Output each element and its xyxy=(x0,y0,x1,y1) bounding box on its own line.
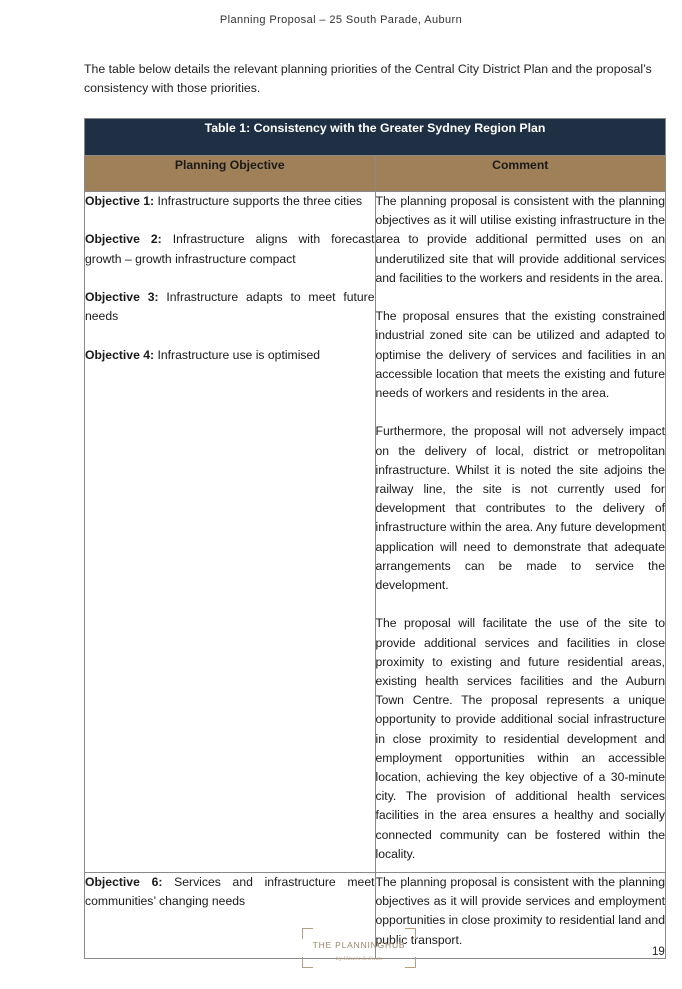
comment-cell xyxy=(375,873,666,959)
logo-wordmark: THE PLANNINGHUB xyxy=(312,940,406,950)
logo-frame-corner xyxy=(405,928,416,939)
column-header-objective: Planning Objective xyxy=(85,156,376,192)
planning-hub-logo xyxy=(302,928,416,968)
objective-item xyxy=(85,346,375,365)
objective-text: Infrastructure supports the three cities xyxy=(157,194,363,208)
objective-label: Objective 2: xyxy=(85,232,162,247)
comment-paragraph: The proposal ensures that the existing constrained industrial zoned site can be utilized and adapted to optimise the delivery of services and facilities in an accessible location that meets the existing and future needs of workers and residents in the area. xyxy=(375,309,665,401)
table-row xyxy=(85,192,666,873)
comment-paragraph: Furthermore, the proposal will not adversely impact on the delivery of local, district or metropolitan infrastructure. Whilst it is noted the site adjoins the railway line, the site is not currently used for development that contributes to the delivery of infrastructure within the area. Any future development application will need to demonstrate that adequate arrangements can be made to service the development. xyxy=(375,424,665,593)
logo-tagline: by Hawes & Swan xyxy=(335,956,383,962)
objective-item xyxy=(85,288,375,326)
objective-text: Infrastructure adapts to meet future needs xyxy=(85,289,375,324)
table-title: Table 1: Consistency with the Greater Sydney Region Plan xyxy=(85,119,666,156)
objective-cell xyxy=(85,192,376,873)
comment-paragraph: The planning proposal is consistent with the planning objectives as it will provide services and employment opportunities in close proximity to residential land and public transport. xyxy=(375,875,665,947)
objective-label: Objective 6: xyxy=(85,875,163,890)
objective-text: Infrastructure aligns with forecast growth – growth infrastructure compact xyxy=(85,232,375,266)
consistency-table xyxy=(84,118,666,959)
comment-cell xyxy=(375,192,666,873)
logo-frame-corner xyxy=(302,928,313,939)
objective-label: Objective 1: xyxy=(85,194,155,208)
objective-text: Infrastructure use is optimised xyxy=(157,347,321,362)
objective-label: Objective 4: xyxy=(85,347,155,362)
intro-paragraph: The table below details the relevant planning priorities of the Central City District Plan and the proposal’s consistency with those priorities. xyxy=(84,62,652,95)
comment-paragraph: The planning proposal is consistent with the planning objectives as it will utilise existing infrastructure in the area to provide additional permitted uses on an underutilized site that will provide additional services and facilities to the workers and residents in the area. xyxy=(375,194,665,285)
page-number: 19 xyxy=(652,946,665,958)
objective-item xyxy=(85,230,375,268)
running-header: Planning Proposal – 25 South Parade, Auburn xyxy=(219,14,463,26)
objective-item xyxy=(85,873,375,911)
column-header-comment: Comment xyxy=(375,156,666,192)
comment-paragraph: The proposal will facilitate the use of the site to provide additional services and facilities in close proximity to existing and future residential areas, existing health services facilities and the Auburn Town Centre. The proposal represents a unique opportunity to provide additional social infrastructure in close proximity to residential development and employment opportunities within an accessible location, achieving the key objective of a 30-minute city. The provision of additional health services facilities in the area ensures a healthy and socially connected community can be fostered within the locality. xyxy=(375,616,665,861)
objective-item xyxy=(85,192,375,211)
objective-text: Services and infrastructure meet communities’ changing needs xyxy=(85,875,375,909)
objective-label: Objective 3: xyxy=(85,289,159,304)
